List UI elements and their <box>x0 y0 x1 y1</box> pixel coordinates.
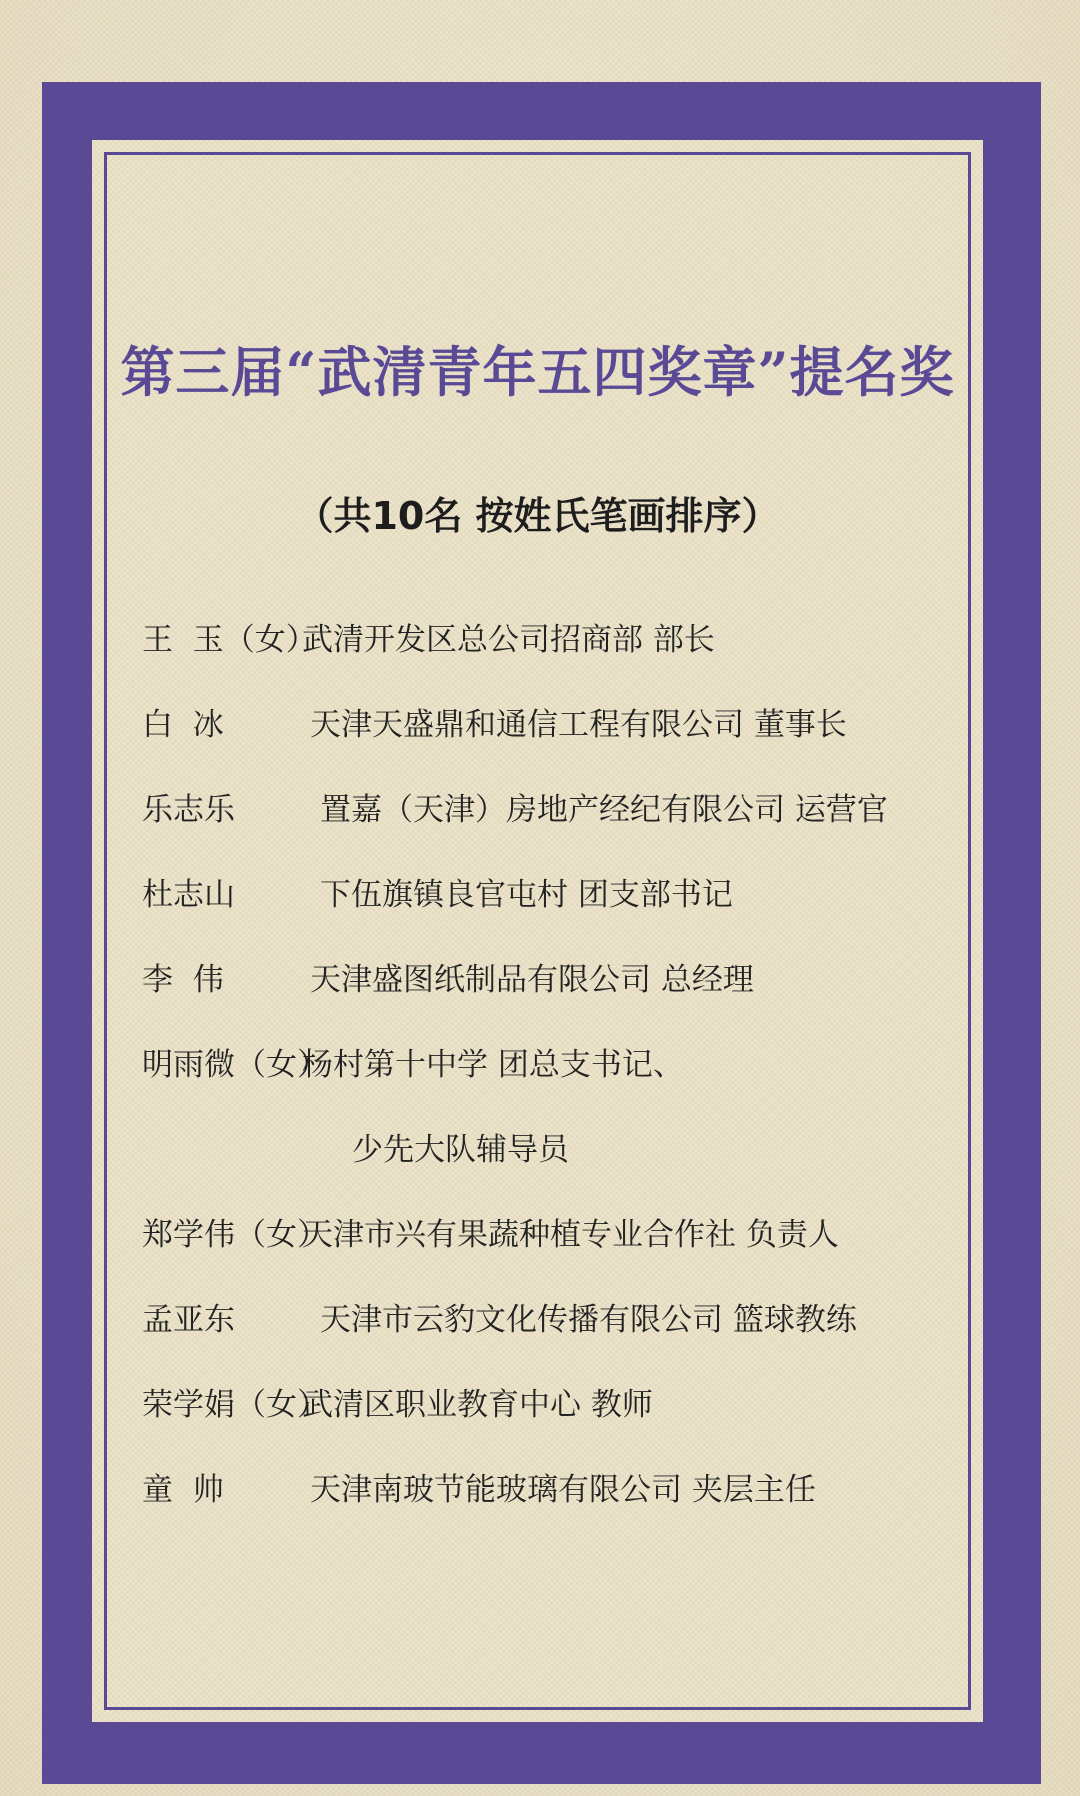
nominee-name: 郑学伟（女） <box>142 1217 328 1253</box>
nominee-name: 王 玉（女） <box>142 622 317 658</box>
inner-panel <box>92 140 983 1722</box>
nominee-name: 杜志山 <box>142 877 235 913</box>
list-item <box>92 1294 983 1344</box>
list-item <box>92 1124 983 1174</box>
outer-frame <box>42 82 1041 1784</box>
nominee-org: 天津市云豹文化传播有限公司 篮球教练 <box>320 1302 857 1338</box>
nominee-org: 少先大队辅导员 <box>352 1132 569 1168</box>
list-item <box>92 784 983 834</box>
page-subtitle: （共10名 按姓氏笔画排序） <box>295 494 780 538</box>
nominee-org: 天津市兴有果蔬种植专业合作社 负责人 <box>302 1217 839 1253</box>
list-item <box>92 1209 983 1259</box>
list-item <box>92 1464 983 1514</box>
nominee-org: 天津天盛鼎和通信工程有限公司 董事长 <box>310 707 847 743</box>
list-item <box>92 699 983 749</box>
nominee-org: 杨村第十中学 团总支书记、 <box>302 1047 684 1083</box>
nominee-name: 荣学娟（女） <box>142 1387 328 1423</box>
nominee-name: 李 伟 <box>142 962 224 998</box>
nominee-name: 童 帅 <box>142 1472 224 1508</box>
page-title: 第三届“武清青年五四奖章”提名奖 <box>120 340 955 404</box>
list-item <box>92 954 983 1004</box>
list-item <box>92 614 983 664</box>
list-item <box>92 1379 983 1429</box>
nominee-org: 下伍旗镇良官屯村 团支部书记 <box>320 877 733 913</box>
nominee-name: 明雨微（女） <box>142 1047 328 1083</box>
nominee-name: 乐志乐 <box>142 792 235 828</box>
nominee-list <box>92 140 983 1722</box>
nominee-org: 天津南玻节能玻璃有限公司 夹层主任 <box>310 1472 816 1508</box>
nominee-org: 置嘉（天津）房地产经纪有限公司 运营官 <box>320 792 888 828</box>
nominee-org: 天津盛图纸制品有限公司 总经理 <box>310 962 754 998</box>
list-item <box>92 869 983 919</box>
nominee-name: 孟亚东 <box>142 1302 235 1338</box>
nominee-org: 武清区职业教育中心 教师 <box>302 1387 653 1423</box>
nominee-org: 武清开发区总公司招商部 部长 <box>302 622 715 658</box>
list-item <box>92 1039 983 1089</box>
nominee-name: 白 冰 <box>142 707 224 743</box>
